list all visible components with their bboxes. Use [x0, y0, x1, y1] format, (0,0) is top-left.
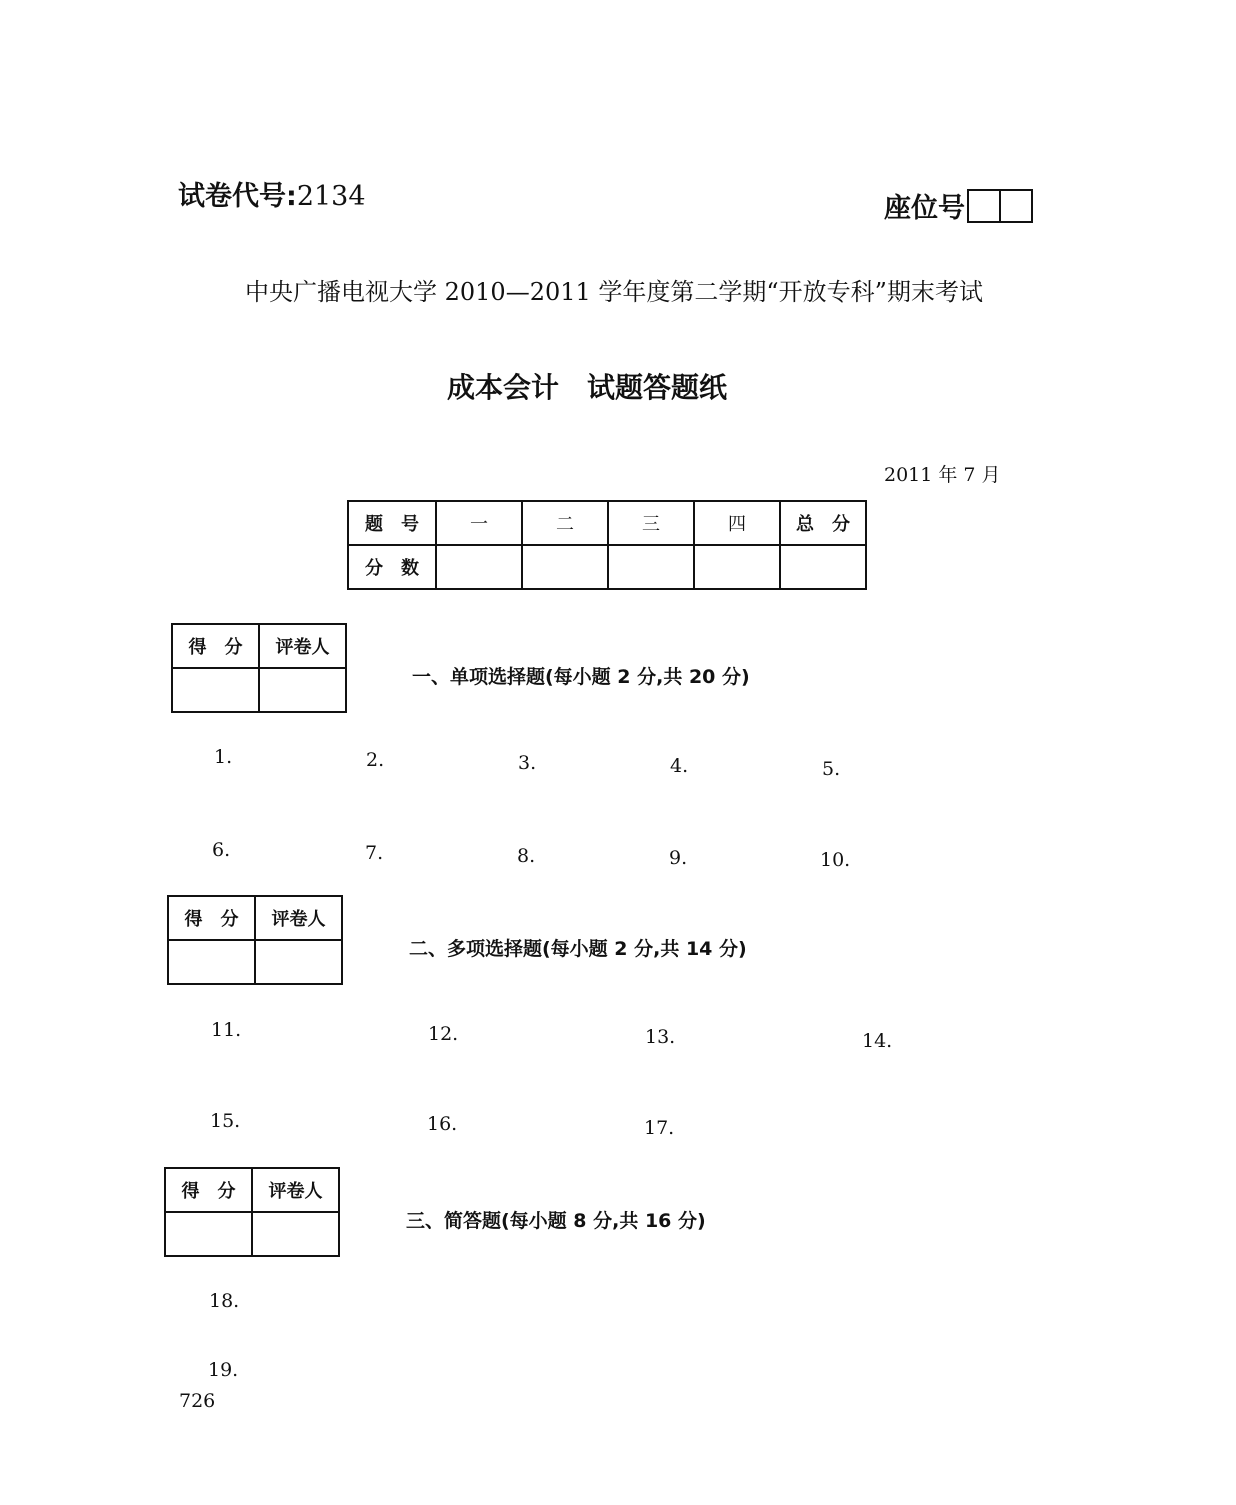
score-table-header-cell: 三: [608, 501, 694, 545]
grader-score-label: 得 分: [172, 624, 259, 668]
score-table-header-cell: 总 分: [780, 501, 866, 545]
section-title: 二、多项选择题(每小题 2 分,共 14 分): [409, 938, 747, 960]
grader-name-cell[interactable]: [252, 1212, 339, 1256]
grader-score-label: 得 分: [168, 896, 255, 940]
grader-score-label: 得 分: [165, 1168, 252, 1212]
paper-code: [178, 174, 366, 213]
score-summary-table: [347, 500, 867, 590]
question-number: 9.: [669, 847, 688, 869]
page-number: 726: [179, 1390, 216, 1412]
score-cell[interactable]: [522, 545, 608, 589]
grader-name-label: 评卷人: [255, 896, 342, 940]
question-number: 7.: [365, 842, 384, 864]
exam-date: 2011 年 7 月: [884, 464, 1001, 486]
section-title: 三、简答题(每小题 8 分,共 16 分): [406, 1210, 706, 1232]
question-number: 4.: [670, 755, 689, 777]
grader-score-cell[interactable]: [168, 940, 255, 984]
paper-code-label: 试卷代号:: [178, 181, 297, 212]
question-number: 8.: [517, 845, 536, 867]
score-table-score-row: [348, 545, 866, 589]
score-table-header-row: [348, 501, 866, 545]
score-table-header-cell: 一: [436, 501, 522, 545]
grader-name-cell[interactable]: [255, 940, 342, 984]
question-number: 16.: [427, 1113, 458, 1135]
exam-title: 中央广播电视大学 2010—2011 学年度第二学期“开放专科”期末考试: [245, 278, 983, 306]
question-number: 3.: [518, 752, 537, 774]
grader-box: [167, 895, 343, 985]
sheet-title: 成本会计 试题答题纸: [447, 371, 728, 404]
grader-name-label: 评卷人: [259, 624, 346, 668]
score-table-row-label: 分 数: [348, 545, 436, 589]
question-number: 6.: [212, 839, 231, 861]
score-cell[interactable]: [608, 545, 694, 589]
score-cell[interactable]: [436, 545, 522, 589]
question-number: 13.: [645, 1026, 676, 1048]
paper-code-value: 2134: [296, 181, 366, 212]
question-number: 17.: [644, 1117, 675, 1139]
question-number: 15.: [210, 1110, 241, 1132]
question-number: 2.: [366, 749, 385, 771]
score-table-header-cell: 二: [522, 501, 608, 545]
question-number: 14.: [862, 1030, 893, 1052]
grader-name-label: 评卷人: [252, 1168, 339, 1212]
score-table-header-cell: 四: [694, 501, 780, 545]
grader-score-cell[interactable]: [165, 1212, 252, 1256]
question-number: 5.: [822, 758, 841, 780]
seat-number-boxes[interactable]: [967, 189, 1033, 223]
question-number: 18.: [209, 1290, 240, 1312]
seat-number-label: 座位号: [884, 193, 965, 224]
score-cell[interactable]: [694, 545, 780, 589]
question-number: 10.: [820, 849, 851, 871]
grader-name-cell[interactable]: [259, 668, 346, 712]
grader-box: [171, 623, 347, 713]
section-title: 一、单项选择题(每小题 2 分,共 20 分): [412, 666, 750, 688]
grader-score-cell[interactable]: [172, 668, 259, 712]
score-table-header-cell: 题 号: [348, 501, 436, 545]
grader-box: [164, 1167, 340, 1257]
seat-number: [884, 186, 1033, 225]
question-number: 12.: [428, 1023, 459, 1045]
question-number: 19.: [208, 1359, 239, 1381]
question-number: 11.: [211, 1019, 242, 1041]
question-number: 1.: [214, 746, 233, 768]
score-cell[interactable]: [780, 545, 866, 589]
